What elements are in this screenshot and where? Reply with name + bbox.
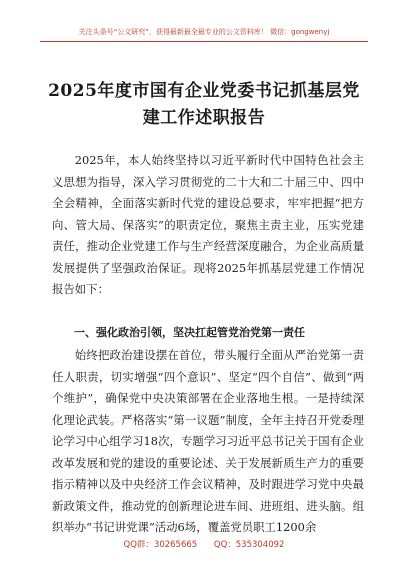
header-notice: 关注头条号“公文研究”，获得最新最全最专业的公文资料库！ 微信：gongwenyj (78, 28, 330, 36)
section-heading-1: 一、强化政治引领，坚决扛起管党治党第一责任 (74, 326, 305, 339)
paragraph-political-leadership: 始终把政治建设摆在首位，带头履行全面从严治党第一责任人职责，切实增强“四个意识”、坚定“四个自信”、做到“两个维护”，确保党中央决策部署在企业落地生根。一是持续深化理论武装。严格落实“第一议题”制度，全年主持召开党委理论学习中心组学习18次，专题学习习近平总书记关于国有企业改革发展和党的建设的重要论述、关于发展新质生产力的重要指示精神以及中央经济工作会议精神，及时跟进学习党中央最新政策文件，推动党的创新理论进车间、进班组、进头脑。组织举办“书记讲党课”活动6场，覆盖党员职工1200余 (52, 348, 364, 534)
document-title: 2025年度市国有企业党委书记抓基层党建工作述职报告 (48, 81, 360, 128)
paragraph-intro: 2025年，本人始终坚持以习近平新时代中国特色社会主义思想为指导，深入学习贯彻党的二十大和二十届三中、四中全会精神，全面落实新时代党的建设总要求，牢牢把握“把方向、管大局、保落实”的职责定位，聚焦主责主业，压实党建责任，推动企业党建工作与生产经营深度融合，为企业高质量发展提供了坚强政治保证。现将2025年抓基层党建工作情况报告如下： (52, 153, 364, 296)
header-divider (40, 41, 368, 42)
footer-qq: QQ：535304092 (213, 540, 285, 550)
footer-qq-group: QQ群：30265665 (123, 540, 198, 550)
footer-contact (0, 538, 408, 550)
